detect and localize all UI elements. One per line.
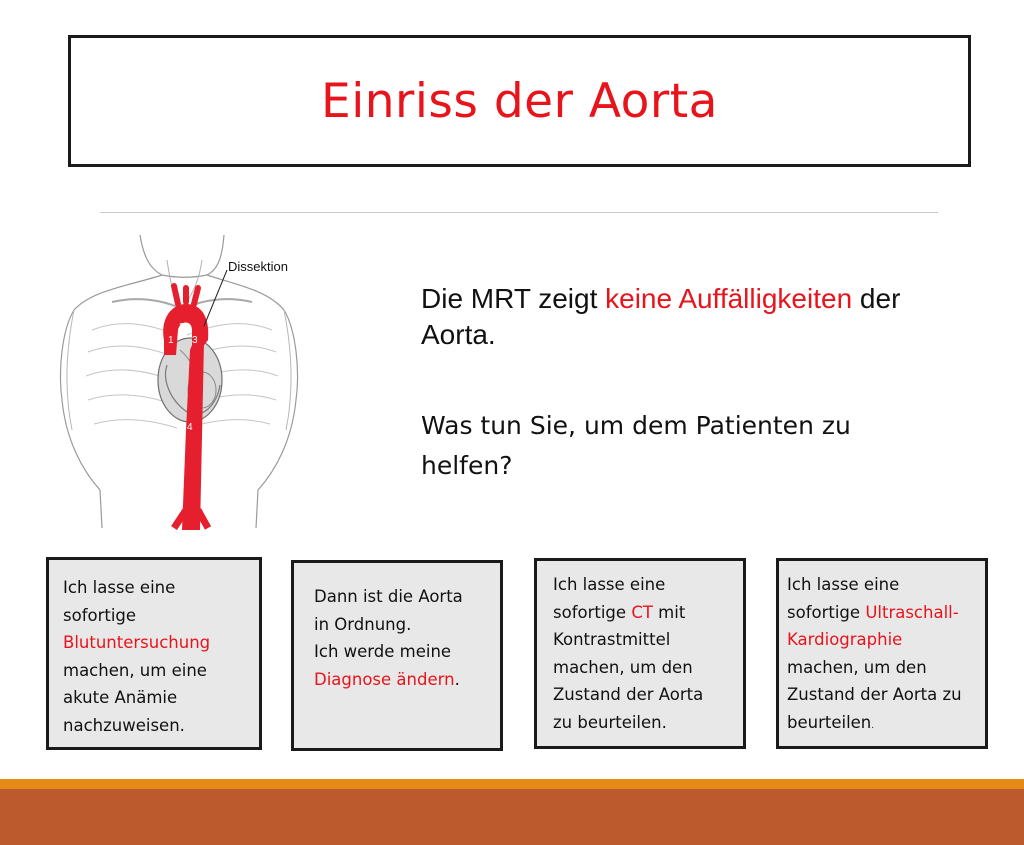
option-box-ct[interactable]	[534, 558, 746, 749]
slide-title: Einriss der Aorta	[321, 73, 718, 129]
divider	[100, 212, 938, 213]
option-line: akute Anämie	[63, 688, 178, 707]
option-highlight: Blutuntersuchung	[63, 633, 211, 652]
mrt-finding	[421, 281, 981, 353]
marker-3: 3	[192, 335, 198, 346]
footer-stripe-orange	[0, 779, 1024, 789]
title-box	[68, 35, 971, 167]
option-highlight: CT	[631, 602, 653, 622]
option-tail: .	[454, 669, 460, 689]
marker-1: 1	[168, 335, 174, 346]
option-line: Ich lasse eine	[553, 575, 666, 594]
option-last: beurteilen	[787, 712, 872, 732]
option-line: Dann ist die Aorta	[314, 587, 463, 606]
option-highlight: Ultraschall-	[865, 602, 959, 622]
torso-aorta-drawing	[52, 230, 312, 530]
option-tail: .	[871, 720, 875, 731]
option-line: Zustand der Aorta zu	[787, 685, 962, 704]
option-line: Kontrastmittel	[553, 630, 671, 649]
option-line: in Ordnung.	[314, 614, 412, 634]
option-line: Ich lasse eine	[63, 578, 176, 597]
dissection-label: Dissektion	[228, 259, 288, 274]
aorta-illustration	[52, 230, 312, 530]
option-highlight: Kardiographie	[787, 630, 903, 649]
option-line: Ich lasse eine	[787, 575, 900, 594]
option-line: sofortige	[63, 605, 137, 625]
option-box-blood-test[interactable]	[46, 557, 262, 750]
option-box-ultrasound[interactable]	[776, 558, 988, 749]
option-line: zu beurteilen.	[553, 712, 667, 732]
option-line: nachzuweisen.	[63, 715, 185, 735]
finding-text-1: Die MRT zeigt	[421, 283, 606, 314]
option-pre: sofortige	[787, 602, 866, 622]
option-line: machen, um den	[553, 657, 693, 677]
footer-band-brown	[0, 789, 1024, 845]
question-text: Was tun Sie, um dem Patienten zu helfen?	[421, 411, 851, 480]
option-line: machen, um eine	[63, 660, 207, 680]
option-line: Zustand der Aorta	[553, 685, 704, 704]
option-line: Ich werde meine	[314, 642, 452, 661]
option-pre: sofortige	[553, 602, 632, 622]
marker-2: 2	[179, 322, 185, 333]
option-line: machen, um den	[787, 657, 927, 677]
option-highlight: Diagnose ändern	[314, 669, 455, 689]
finding-text-2: der Aorta.	[421, 283, 901, 350]
option-post: mit	[652, 602, 686, 622]
marker-4: 4	[187, 422, 193, 433]
finding-highlight: keine Auffälligkeiten	[605, 283, 853, 314]
option-box-change-diagnosis[interactable]	[291, 560, 503, 751]
